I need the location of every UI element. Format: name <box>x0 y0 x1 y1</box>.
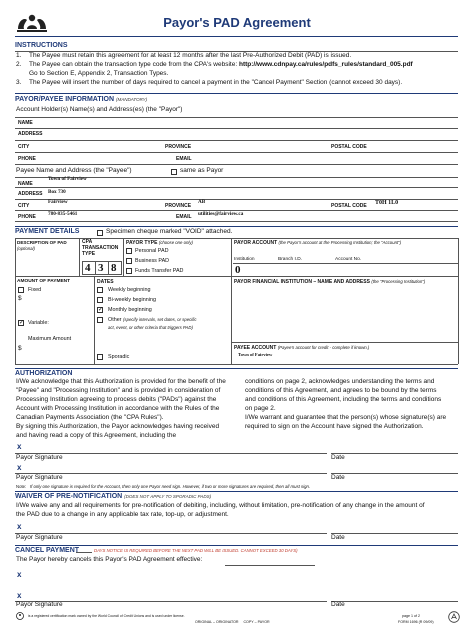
payee-postal-value[interactable]: T0H 1L0 <box>375 200 399 206</box>
payor-signature-line-1[interactable] <box>15 446 327 454</box>
instruction-text: The Payee will insert the number of days required to cancel a payment in the "Cancel Payment" Section (cannot exceed 30 days). <box>29 79 403 86</box>
payee-province-value[interactable]: AB <box>198 199 206 205</box>
payor-province-field[interactable] <box>198 141 328 151</box>
cpa-digit-3: 8 <box>111 262 117 274</box>
monthly-checkbox[interactable]: ✓ <box>98 307 104 313</box>
payor-signature-label: Payor Signature <box>16 534 63 541</box>
instruction-text: The Payee can obtain the transaction type code from the CPA's website: http://www.cdnpay.ca/rules/pdfs_rules/standard_005.pdf <box>29 61 413 68</box>
section-rule <box>15 491 458 492</box>
divider <box>15 164 458 165</box>
instruction-text-2: Go to Section E, Appendix 2, Transaction Types. <box>29 70 169 77</box>
grid-line <box>95 261 96 275</box>
payor-postal-field[interactable] <box>375 141 458 151</box>
variable-checkbox[interactable]: ✓ <box>19 320 25 326</box>
cancel-heading: CANCEL PAYMENT <box>15 547 80 554</box>
authorization-line: Account with Processing Institution in accordance with the Rules of the <box>16 405 220 412</box>
payor-postal-label: POSTAL CODE <box>331 144 367 150</box>
authorization-line: on page 2. <box>245 405 276 412</box>
divider <box>15 364 458 365</box>
monthly-label: Monthly beginning <box>108 307 152 313</box>
payor-type-label: PAYOR TYPE (choose one only) <box>126 240 193 246</box>
sporadic-label: Sporadic <box>108 354 130 360</box>
payor-signature-label: Payor Signature <box>16 601 63 608</box>
funds-transfer-pad-checkbox[interactable] <box>126 268 132 274</box>
payor-phone-field[interactable] <box>48 153 162 163</box>
dates-label: DATES <box>97 279 114 285</box>
personal-pad-checkbox[interactable] <box>126 248 132 254</box>
divider <box>231 342 458 343</box>
account-number-boxes[interactable] <box>233 263 458 275</box>
date-line-1[interactable] <box>331 446 458 454</box>
payee-province-label: PROVINCE <box>165 203 192 209</box>
cpa-digit-1: 4 <box>85 262 91 274</box>
payor-payee-heading: PAYOR/PAYEE INFORMATION (MANDATORY) <box>15 96 148 103</box>
waiver-line: the PAD due to a change in any applicable tax rate, top-up, or adjustment. <box>16 511 229 518</box>
instruction-num: 2. <box>16 61 22 68</box>
signature-mark-x: x <box>17 591 22 600</box>
grid-line <box>79 238 80 276</box>
authorization-line: By signing this Authorization, the Payor acknowledges having received <box>16 423 220 430</box>
cpa-link[interactable]: http://www.cdnpay.ca/rules/pdfs_rules/standard_005.pdf <box>238 61 413 68</box>
payee-phone-value[interactable]: 780-835-5461 <box>48 211 78 217</box>
signature-mark-x: x <box>17 522 22 531</box>
biweekly-checkbox[interactable] <box>97 297 103 303</box>
divider <box>15 187 458 188</box>
authorization-line: and having read a copy of this Agreement, including the <box>16 432 177 439</box>
payor-address-field[interactable] <box>48 129 458 140</box>
signature-mark-x: x <box>17 463 22 472</box>
cpa-digit-2: 3 <box>98 262 104 274</box>
section-rule <box>15 93 458 94</box>
authorization-line: Canadian Payments Association (the "CPA Rules"). <box>16 414 164 421</box>
payor-email-label: EMAIL <box>176 156 192 162</box>
date-label: Date <box>331 601 345 608</box>
specimen-cheque-label: Specimen cheque marked "VOID" attached. <box>106 228 233 235</box>
payee-name-value[interactable]: Town of Fairview <box>48 176 87 182</box>
payor-city-label: CITY <box>18 144 30 150</box>
footer-logo-icon <box>15 612 25 620</box>
account-holder-label: Account Holder(s) Name(s) and Address(es) (the "Payor") <box>16 106 183 113</box>
payor-city-field[interactable] <box>48 141 162 151</box>
signature-mark-x: x <box>17 570 22 579</box>
institution-digit: 0 <box>235 264 241 276</box>
authorization-line: Processing Institution agreeing to process debits ("PADs") against the <box>16 396 217 403</box>
section-rule <box>15 226 458 227</box>
authorization-line: conditions on page 2, acknowledges understanding the terms and <box>245 378 435 385</box>
payee-account-value[interactable]: Town of Fairview <box>238 352 273 357</box>
payee-city-label: CITY <box>18 203 30 209</box>
authorization-line: I/We warrant and guarantee that the person(s) whose signature(s) are <box>245 414 447 421</box>
financial-institution-field[interactable] <box>233 286 458 342</box>
payor-name-field[interactable] <box>48 118 458 128</box>
payor-name-label: NAME <box>18 120 33 126</box>
payor-phone-label: PHONE <box>18 156 36 162</box>
payee-postal-label: POSTAL CODE <box>331 203 367 209</box>
business-pad-checkbox[interactable] <box>126 258 132 264</box>
branch-label: Branch I.D. <box>278 257 302 262</box>
grid-line <box>458 238 459 364</box>
section-rule <box>15 368 458 369</box>
payor-address-label: ADDRESS <box>18 131 43 137</box>
authorization-line: required to sign on the Account have signed the Authorization. <box>245 423 424 430</box>
payee-city-value[interactable]: Fairview <box>48 199 68 205</box>
payee-email-label: EMAIL <box>176 214 192 220</box>
other-label: Other (specify intervals, set dates, or specific <box>108 317 197 323</box>
payee-email-value[interactable]: utilities@fairview.ca <box>198 211 244 217</box>
signature-mark-x: x <box>17 442 22 451</box>
page-title: Payor's PAD Agreement <box>163 15 311 30</box>
fixed-dollar: $ <box>18 295 22 302</box>
waiver-heading: WAIVER OF PRE-NOTIFICATION (DOES NOT APPLY TO SPORADIC PADS) <box>15 493 212 500</box>
funds-transfer-pad-label: Funds Transfer PAD <box>135 268 184 274</box>
payee-label: Payee Name and Address (the "Payee") <box>16 167 132 174</box>
financial-institution-label: PAYOR FINANCIAL INSTITUTION – NAME AND ADDRESS (the "Processing Institution") <box>234 279 426 285</box>
sporadic-checkbox[interactable] <box>97 354 103 360</box>
description-label: DESCRIPTION OF PAD <box>17 240 67 245</box>
trademark-text: is a registered certification mark owned by the World Council of Credit Unions and is used under license. <box>28 614 185 618</box>
weekly-checkbox[interactable] <box>97 287 103 293</box>
description-field[interactable] <box>16 252 78 275</box>
authorization-line: "Payee" and "Processing Institution" and is provided in consideration of <box>16 387 221 394</box>
authorization-heading: AUTHORIZATION <box>15 370 73 377</box>
grid-line <box>94 276 95 364</box>
payee-address-label: ADDRESS <box>18 191 43 197</box>
other-checkbox[interactable] <box>97 317 103 323</box>
page-number: page 1 of 2 <box>402 614 420 618</box>
payor-signature-label: Payor Signature <box>16 454 63 461</box>
business-pad-label: Business PAD <box>135 258 170 264</box>
waiver-line: I/We waive any and all requirements for pre-notification of debiting, including, without limitation, pre-notification of any change in the amount of <box>16 502 425 509</box>
acrobat-icon <box>448 611 460 623</box>
account-no-label: Account No. <box>335 257 362 262</box>
institution-label: Institution <box>234 257 255 262</box>
same-as-payor-label: same as Payor <box>180 167 224 174</box>
payee-name-label: NAME <box>18 181 33 187</box>
grid-line <box>123 238 124 276</box>
maximum-dollar: $ <box>18 345 22 352</box>
title-rule <box>15 36 458 37</box>
cancel-date-line[interactable] <box>331 594 458 602</box>
biweekly-label: Bi-weekly beginning <box>108 297 156 303</box>
description-optional: (optional) <box>17 246 35 251</box>
authorization-line: and conditions of this Agreement, including the terms and conditions <box>245 396 442 403</box>
payee-phone-label: PHONE <box>18 214 36 220</box>
variable-label: Variable: <box>28 320 49 326</box>
waiver-signature-line[interactable] <box>15 526 327 534</box>
authorization-line: conditions of this Agreement, and agrees to be bound by the terms <box>245 387 437 394</box>
cancel-days-field[interactable] <box>76 552 92 553</box>
grid-line <box>108 261 109 275</box>
instruction-num: 1. <box>16 52 22 59</box>
instruction-text: The Payee must retain this agreement for at least 12 months after the last Pre-Authorized Debit (PAD) is issued. <box>29 52 352 59</box>
date-label: Date <box>331 454 345 461</box>
cancel-hint: DAYS NOTICE IS REQUIRED BEFORE THE NEXT PAD WILL BE ISSUED. CANNOT EXCEED 30 DAYS) <box>94 548 298 553</box>
date-label: Date <box>331 534 345 541</box>
copies-text: ORIGINAL – ORIGINATOR COPY – PAYOR <box>195 620 270 624</box>
amount-label: AMOUNT OF PAYMENT <box>17 279 71 284</box>
divider <box>15 221 458 222</box>
payee-address-value[interactable]: Box 730 <box>48 189 66 195</box>
payor-signature-label: Payor Signature <box>16 474 63 481</box>
form-number: FORM 1696 (R 09/09) <box>398 620 434 624</box>
cancel-text: The Payor hereby cancels this Payor's PAD Agreement effective: <box>16 556 203 563</box>
personal-pad-label: Personal PAD <box>135 248 169 254</box>
payment-details-heading: PAYMENT DETAILS <box>15 228 80 235</box>
divider <box>15 276 458 277</box>
payee-account-label: PAYEE ACCOUNT (Payee's account for credit - complete if known.) <box>234 345 370 351</box>
maximum-label: Maximum Amount <box>28 336 72 342</box>
other-hint: act, event, or other criteria that triggers PAD) <box>108 325 193 330</box>
specimen-cheque-checkbox[interactable] <box>97 230 103 236</box>
weekly-label: Weekly beginning <box>108 287 151 293</box>
same-as-payor-checkbox[interactable] <box>171 169 177 175</box>
authorization-line: I/We acknowledge that this Authorization is provided for the benefit of the <box>16 378 226 385</box>
instructions-heading: INSTRUCTIONS <box>15 42 68 49</box>
waiver-date-line[interactable] <box>331 526 458 534</box>
cpa-label: CPA TRANSACTION TYPE <box>82 239 119 257</box>
signature-note: Note: If only one signature is required for the Account, then only one Payor need sign. However, if two or more signatures are required, then all must sign. <box>16 484 311 489</box>
payor-account-label: PAYOR ACCOUNT (the Payor's account at the Processing Institution; the "Account") <box>234 240 402 246</box>
fixed-label: Fixed <box>28 287 42 293</box>
date-label: Date <box>331 474 345 481</box>
section-rule <box>15 545 458 546</box>
grid-line <box>231 238 232 364</box>
payor-province-label: PROVINCE <box>165 144 192 150</box>
fixed-checkbox[interactable] <box>18 287 24 293</box>
payor-email-field[interactable] <box>198 153 458 163</box>
date-line-2[interactable] <box>331 468 458 474</box>
cancel-effective-date-field[interactable] <box>225 565 315 566</box>
instruction-num: 3. <box>16 79 22 86</box>
